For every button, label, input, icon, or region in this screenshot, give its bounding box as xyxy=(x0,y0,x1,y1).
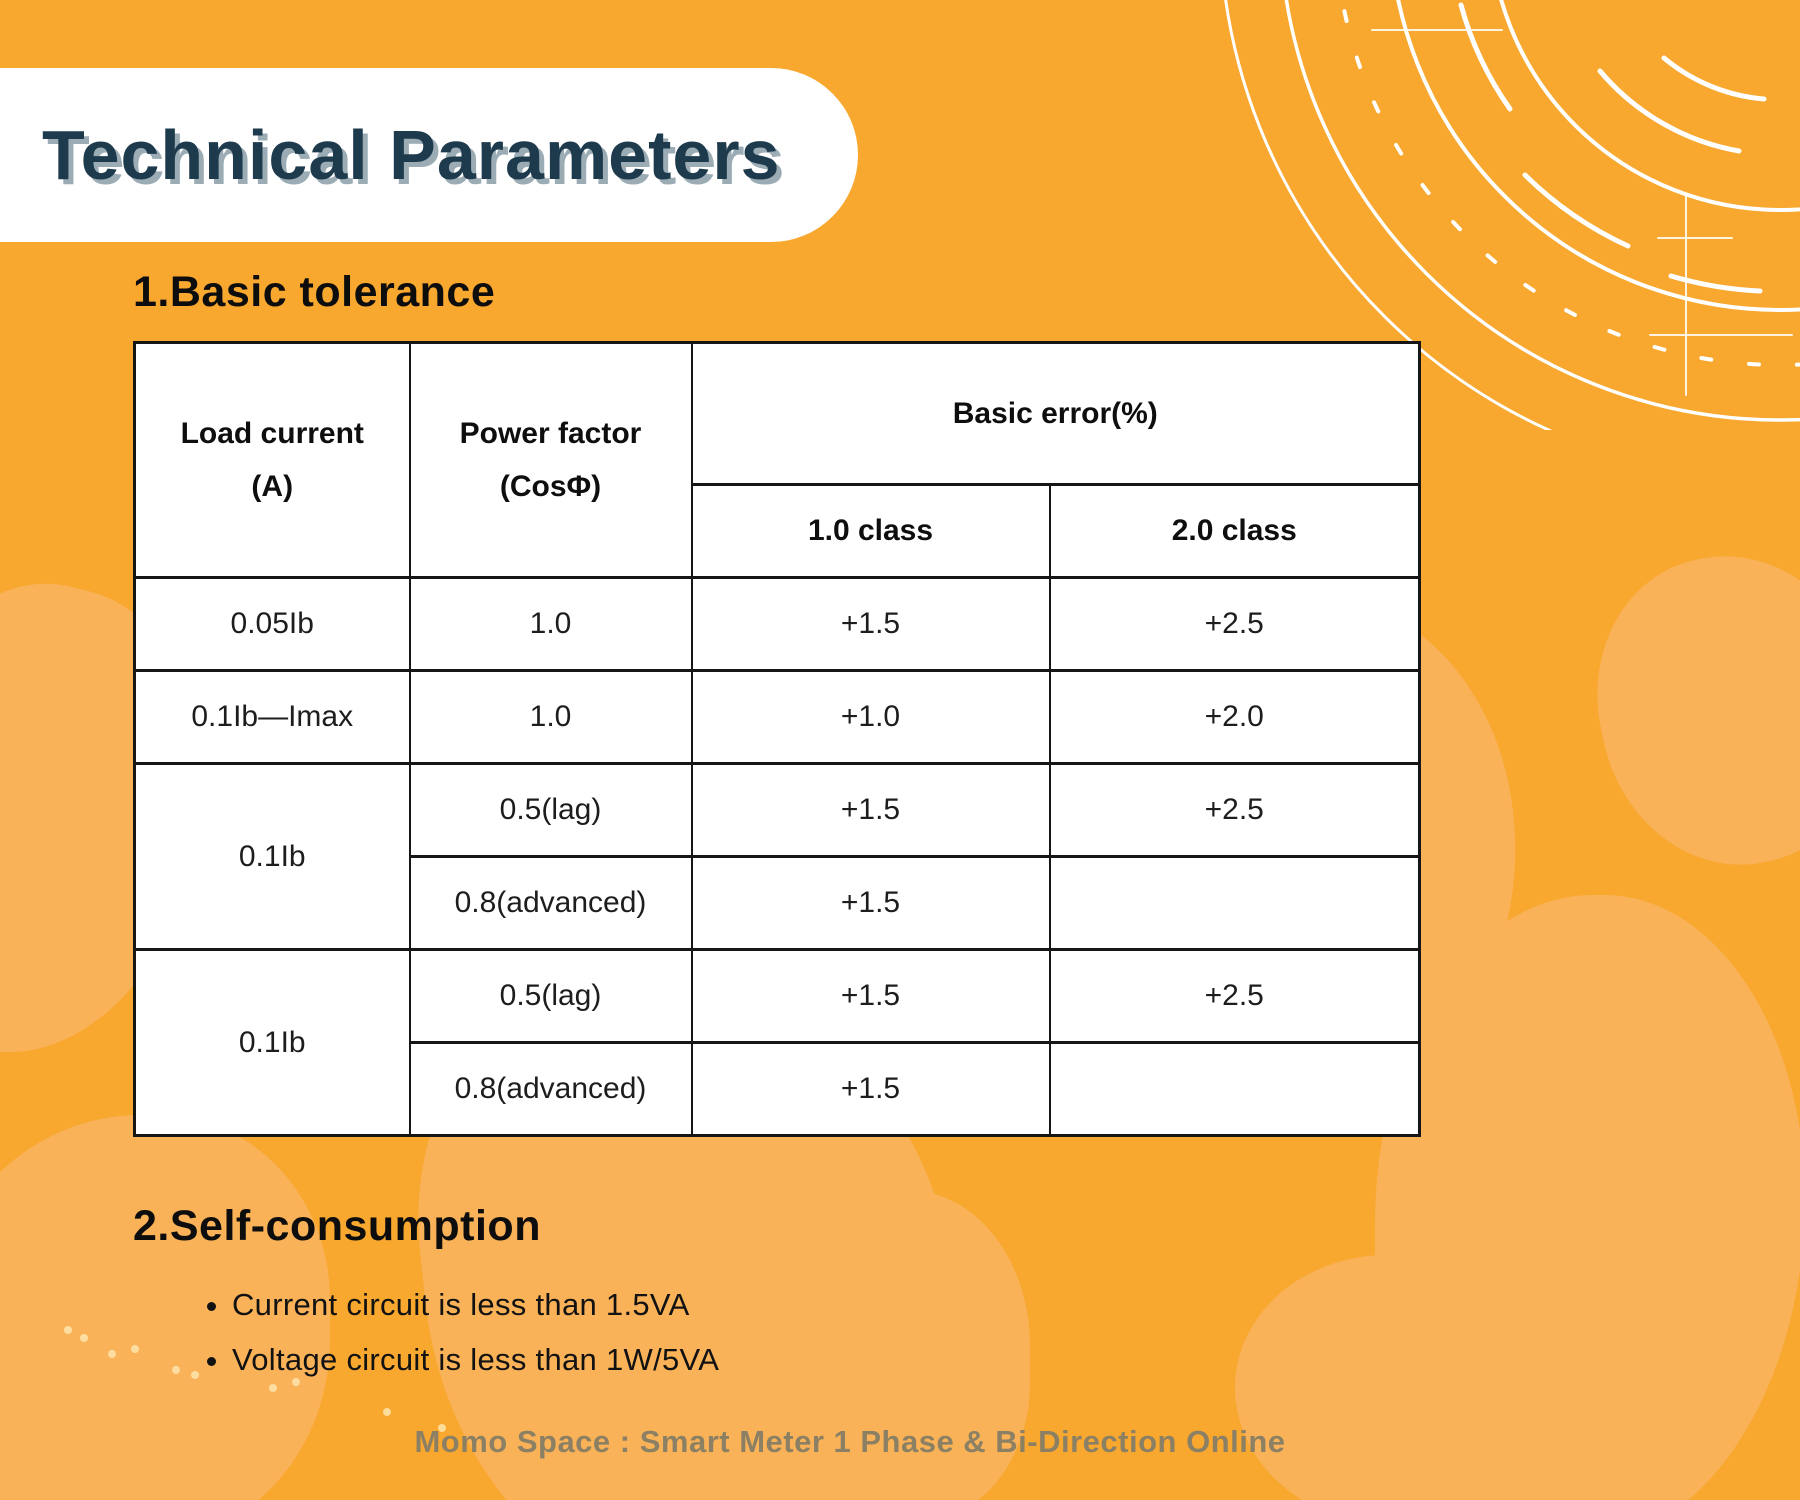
cell-class-1: +1.5 xyxy=(692,950,1050,1043)
col-header-class-2: 2.0 class xyxy=(1050,485,1420,578)
cell-class-2: +2.5 xyxy=(1050,764,1420,857)
cell-class-2 xyxy=(1050,1043,1420,1136)
page-title: Technical Parameters xyxy=(42,116,781,194)
col-header-basic-error: Basic error(%) xyxy=(692,343,1420,485)
self-consumption-list xyxy=(198,1283,719,1393)
cell-class-2: +2.5 xyxy=(1050,578,1420,671)
footer-caption: Momo Space : Smart Meter 1 Phase & Bi-Direction Online xyxy=(414,1424,1286,1459)
cell-class-1: +1.5 xyxy=(692,857,1050,950)
cell-class-1: +1.5 xyxy=(692,764,1050,857)
cell-power-factor: 0.8(advanced) xyxy=(410,1043,692,1136)
cell-load-current: 0.1Ib xyxy=(135,764,410,950)
table-row xyxy=(135,764,1420,857)
col-header-load-current xyxy=(135,343,410,578)
section-heading-self-consumption: 2.Self-consumption xyxy=(133,1202,541,1250)
bullet-text: Current circuit is less than 1.5VA xyxy=(232,1287,690,1322)
cell-class-1: +1.5 xyxy=(692,578,1050,671)
bullet-item xyxy=(232,1283,719,1328)
cell-load-current: 0.1Ib—Imax xyxy=(135,671,410,764)
col-header-load-current-line2: (A) xyxy=(251,470,294,503)
table-row xyxy=(135,671,1420,764)
bullet-text: Voltage circuit is less than 1W/5VA xyxy=(232,1341,720,1377)
cell-load-current: 0.1Ib xyxy=(135,950,410,1136)
cell-class-1: +1.0 xyxy=(692,671,1050,764)
table-row xyxy=(135,950,1420,1043)
col-header-power-factor-line1: Power factor xyxy=(459,416,642,450)
col-header-power-factor xyxy=(410,343,692,578)
cell-power-factor: 1.0 xyxy=(410,671,692,764)
cell-class-2: +2.0 xyxy=(1050,671,1420,764)
cell-power-factor: 0.8(advanced) xyxy=(410,857,692,950)
bullet-item xyxy=(232,1338,719,1383)
table-row xyxy=(135,578,1420,671)
title-banner xyxy=(0,68,858,242)
cell-power-factor: 1.0 xyxy=(410,578,692,671)
section-heading-basic-tolerance: 1.Basic tolerance xyxy=(133,268,496,316)
cell-load-current: 0.05Ib xyxy=(135,578,410,671)
col-header-class-1: 1.0 class xyxy=(692,485,1050,578)
cell-class-2: +2.5 xyxy=(1050,950,1420,1043)
cell-power-factor: 0.5(lag) xyxy=(410,764,692,857)
cell-class-1: +1.5 xyxy=(692,1043,1050,1136)
cell-power-factor: 0.5(lag) xyxy=(410,950,692,1043)
cell-class-2 xyxy=(1050,857,1420,950)
col-header-power-factor-line2: (CosΦ) xyxy=(499,470,602,503)
col-header-load-current-line1: Load current xyxy=(180,416,364,450)
basic-tolerance-table xyxy=(133,341,1421,1137)
